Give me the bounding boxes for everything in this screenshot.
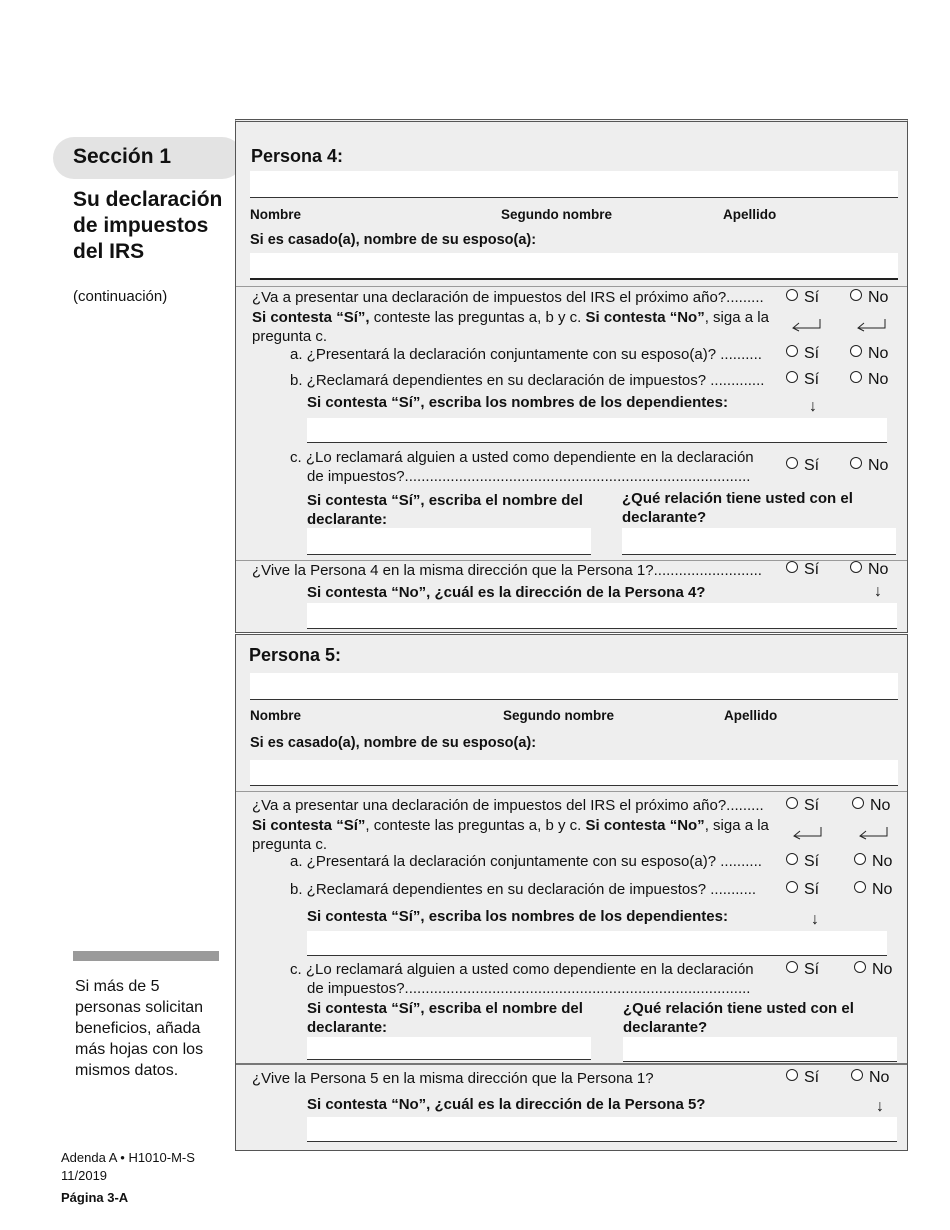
sidebar-divider bbox=[73, 951, 219, 961]
middle-name-label: Segundo nombre bbox=[503, 708, 614, 723]
q-c-yes[interactable] bbox=[786, 961, 819, 979]
radio-icon bbox=[786, 853, 798, 865]
address-input[interactable] bbox=[307, 1117, 897, 1142]
yes-label: Sí bbox=[804, 561, 820, 578]
q-b-yes[interactable] bbox=[786, 371, 819, 389]
radio-icon bbox=[786, 1069, 798, 1081]
radio-icon bbox=[850, 457, 862, 469]
no-label: No bbox=[869, 1069, 890, 1086]
divider bbox=[236, 286, 907, 287]
yes-label: Sí bbox=[804, 345, 820, 362]
last-name-label: Apellido bbox=[724, 708, 778, 723]
radio-icon bbox=[786, 961, 798, 973]
filer-name-input[interactable] bbox=[307, 1037, 591, 1060]
person-title: Persona 5: bbox=[249, 645, 342, 665]
q-address-no[interactable] bbox=[850, 561, 888, 579]
q-file-no[interactable] bbox=[852, 797, 890, 815]
dependents-label: Si contesta “Sí”, escriba los nombres de los dependientes: bbox=[307, 908, 728, 925]
no-label: No bbox=[870, 797, 891, 814]
q-address-yes[interactable] bbox=[786, 561, 819, 579]
radio-icon bbox=[851, 1069, 863, 1081]
relation-input[interactable] bbox=[622, 528, 896, 555]
no-label: No bbox=[872, 881, 893, 898]
q-b-no[interactable] bbox=[850, 371, 888, 389]
radio-icon bbox=[786, 797, 798, 809]
dependents-label: Si contesta “Sí”, escriba los nombres de los dependientes: bbox=[307, 394, 728, 411]
yes-label: Sí bbox=[804, 797, 820, 814]
q-address-yes[interactable] bbox=[786, 1069, 819, 1087]
filer-name-input[interactable] bbox=[307, 528, 591, 555]
no-label: No bbox=[872, 853, 893, 870]
question-file: ¿Va a presentar una declaración de impuestos del IRS el próximo año?......... bbox=[252, 289, 764, 306]
instructions: Si contesta “Sí”, conteste las preguntas a, b y c. Si contesta “No”, siga a la pregunta c. bbox=[252, 309, 769, 345]
arrow-left-icon bbox=[791, 318, 821, 332]
person-4-panel bbox=[235, 119, 908, 633]
radio-icon bbox=[852, 797, 864, 809]
instructions: Si contesta “Sí”, conteste las preguntas a, b y c. Si contesta “No”, siga a la pregunta c. bbox=[252, 817, 769, 853]
arrow-left-icon bbox=[858, 826, 888, 840]
person-title: Persona 4: bbox=[251, 146, 344, 166]
arrow-left-icon bbox=[856, 318, 886, 332]
spouse-name-input[interactable] bbox=[250, 760, 898, 786]
yes-label: Sí bbox=[804, 289, 820, 306]
last-name-label: Apellido bbox=[723, 207, 777, 222]
q-a-no[interactable] bbox=[850, 345, 888, 363]
radio-icon bbox=[854, 961, 866, 973]
radio-icon bbox=[786, 371, 798, 383]
question-a: a. ¿Presentará la declaración conjuntamente con su esposo(a)? .......... bbox=[290, 853, 762, 870]
question-c: c. ¿Lo reclamará alguien a usted como dependiente en la declaración bbox=[290, 961, 754, 978]
page-number: Página 3-A bbox=[61, 1190, 129, 1205]
radio-icon bbox=[786, 289, 798, 301]
filer-name-label: Si contesta “Sí”, escriba el nombre del declarante: bbox=[307, 492, 583, 528]
radio-icon bbox=[850, 345, 862, 357]
radio-icon bbox=[854, 853, 866, 865]
relation-label: ¿Qué relación tiene usted con el declarante? bbox=[623, 1000, 854, 1036]
yes-label: Sí bbox=[804, 371, 820, 388]
radio-icon bbox=[786, 561, 798, 573]
yes-label: Sí bbox=[804, 961, 820, 978]
no-label: No bbox=[868, 561, 889, 578]
arrow-down-icon: ↓ bbox=[876, 1098, 884, 1115]
q-file-no[interactable] bbox=[850, 289, 888, 307]
radio-icon bbox=[850, 289, 862, 301]
arrow-down-icon: ↓ bbox=[874, 583, 882, 600]
form-id: Adenda A • H1010-M-S bbox=[61, 1150, 195, 1165]
radio-icon bbox=[786, 345, 798, 357]
footer bbox=[61, 1149, 195, 1207]
spouse-label: Si es casado(a), nombre de su esposo(a): bbox=[250, 232, 537, 248]
spouse-label: Si es casado(a), nombre de su esposo(a): bbox=[250, 735, 537, 751]
first-name-label: Nombre bbox=[250, 708, 302, 723]
question-b: b. ¿Reclamará dependientes en su declaración de impuestos? ........... bbox=[290, 881, 757, 898]
q-a-yes[interactable] bbox=[786, 345, 819, 363]
question-b: b. ¿Reclamará dependientes en su declaración de impuestos? ............. bbox=[290, 372, 765, 389]
radio-icon bbox=[786, 881, 798, 893]
no-label: No bbox=[872, 961, 893, 978]
question-file: ¿Va a presentar una declaración de impuestos del IRS el próximo año?......... bbox=[252, 797, 764, 814]
q-file-yes[interactable] bbox=[786, 797, 819, 815]
radio-icon bbox=[786, 457, 798, 469]
continuation-label: (continuación) bbox=[73, 288, 168, 305]
q-a-no[interactable] bbox=[854, 853, 892, 871]
address-label: Si contesta “No”, ¿cuál es la dirección de la Persona 4? bbox=[307, 584, 706, 601]
yes-label: Sí bbox=[804, 457, 820, 474]
radio-icon bbox=[850, 561, 862, 573]
divider bbox=[236, 1063, 907, 1065]
arrow-left-icon bbox=[792, 826, 822, 840]
form-date: 11/2019 bbox=[61, 1168, 108, 1183]
question-c: c. ¿Lo reclamará alguien a usted como dependiente en la declaración bbox=[290, 449, 754, 466]
first-name-label: Nombre bbox=[250, 207, 302, 222]
no-label: No bbox=[868, 345, 889, 362]
middle-name-label: Segundo nombre bbox=[501, 207, 612, 222]
section-label: Sección 1 bbox=[73, 145, 172, 168]
question-address: ¿Vive la Persona 4 en la misma dirección que la Persona 1?.......................... bbox=[252, 562, 762, 579]
yes-label: Sí bbox=[804, 1069, 820, 1086]
radio-icon bbox=[854, 881, 866, 893]
question-c-continued: de impuestos?................................................................................... bbox=[307, 980, 751, 997]
q-b-no[interactable] bbox=[854, 881, 892, 899]
divider bbox=[236, 791, 907, 792]
no-label: No bbox=[868, 457, 889, 474]
address-input[interactable] bbox=[307, 603, 897, 629]
yes-label: Sí bbox=[804, 853, 820, 870]
q-c-no[interactable] bbox=[854, 961, 892, 979]
section-title: Su declaración de impuestos del IRS bbox=[73, 188, 223, 263]
sidebar-note: Si más de 5 personas solicitan beneficios, añada más hojas con los mismos datos. bbox=[75, 978, 204, 1079]
person-5-panel bbox=[235, 634, 908, 1151]
q-c-no[interactable] bbox=[850, 457, 888, 475]
question-address: ¿Vive la Persona 5 en la misma dirección que la Persona 1? bbox=[252, 1070, 654, 1087]
no-label: No bbox=[868, 289, 889, 306]
dependents-input[interactable] bbox=[307, 418, 887, 443]
q-c-yes[interactable] bbox=[786, 457, 819, 475]
dependents-input[interactable] bbox=[307, 931, 887, 956]
name-input[interactable] bbox=[250, 673, 898, 700]
relation-label: ¿Qué relación tiene usted con el declarante? bbox=[622, 490, 853, 526]
relation-input[interactable] bbox=[623, 1037, 897, 1062]
arrow-down-icon: ↓ bbox=[809, 398, 817, 415]
arrow-down-icon: ↓ bbox=[811, 911, 819, 928]
filer-name-label: Si contesta “Sí”, escriba el nombre del declarante: bbox=[307, 1000, 583, 1036]
question-a: a. ¿Presentará la declaración conjuntamente con su esposo(a)? .......... bbox=[290, 346, 762, 363]
radio-icon bbox=[850, 371, 862, 383]
name-input[interactable] bbox=[250, 171, 898, 198]
q-address-no[interactable] bbox=[851, 1069, 889, 1087]
question-c-continued: de impuestos?................................................................................... bbox=[307, 468, 751, 485]
no-label: No bbox=[868, 371, 889, 388]
yes-label: Sí bbox=[804, 881, 820, 898]
q-b-yes[interactable] bbox=[786, 881, 819, 899]
spouse-name-input[interactable] bbox=[250, 253, 898, 280]
q-file-yes[interactable] bbox=[786, 289, 819, 307]
address-label: Si contesta “No”, ¿cuál es la dirección de la Persona 5? bbox=[307, 1096, 706, 1113]
q-a-yes[interactable] bbox=[786, 853, 819, 871]
